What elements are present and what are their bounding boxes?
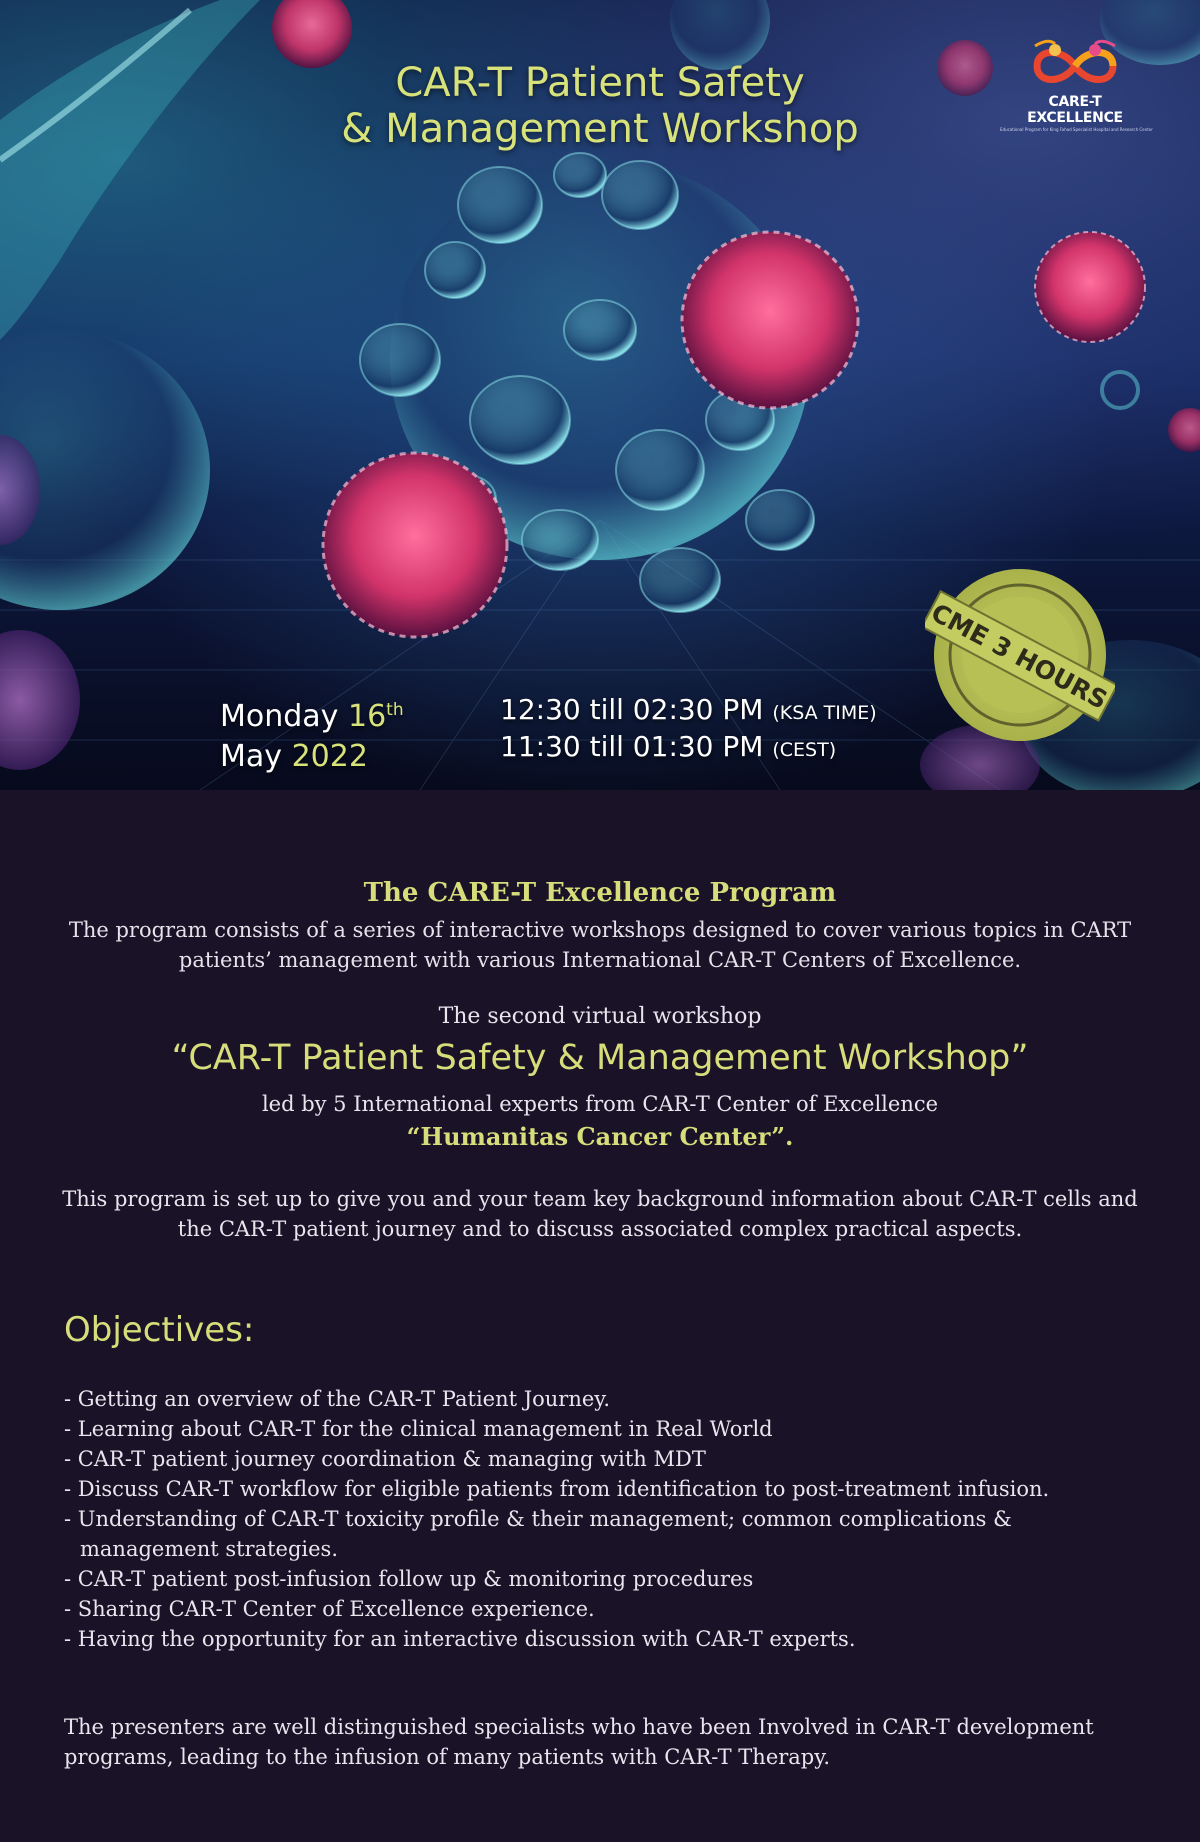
date-month: May xyxy=(220,739,283,774)
logo-tagline: Educational Program for King Fahad Specialist Hospital and Research Center xyxy=(1000,127,1153,132)
date-year: 2022 xyxy=(291,739,368,774)
objective-item: - Understanding of CAR-T toxicity profile & their management; common complications & management strategies. xyxy=(64,1507,1012,1561)
objective-item: - CAR-T patient journey coordination & managing with MDT xyxy=(64,1447,706,1471)
objectives-heading: Objectives: xyxy=(64,1310,255,1350)
objective-item: - Having the opportunity for an interactive discussion with CAR-T experts. xyxy=(64,1627,856,1651)
time-row-ksa xyxy=(500,693,877,730)
time-zone-cest: (CEST) xyxy=(772,739,837,761)
objective-item: - Getting an overview of the CAR-T Patient Journey. xyxy=(64,1387,611,1411)
objectives-list xyxy=(64,1384,1144,1654)
date-day-number: 16 xyxy=(347,699,387,734)
logo-name: CARE-T EXCELLENCE xyxy=(1027,94,1123,126)
time-range-ksa: 12:30 till 02:30 PM xyxy=(500,693,764,726)
second-workshop-line: The second virtual workshop xyxy=(438,1004,762,1029)
stamp-text: CME 3 HOURS xyxy=(926,597,1113,715)
program-title: The CARE-T Excellence Program xyxy=(363,878,837,908)
closing-paragraph: The presenters are well distinguished specialists who have been Involved in CAR-T development programs, leading to the infusion of many patients with CAR-T Therapy. xyxy=(64,1715,1094,1769)
infinity-logo-icon xyxy=(1015,38,1135,90)
hero-title-line1: CAR-T Patient Safety xyxy=(395,60,805,106)
objective-item: - CAR-T patient post-infusion follow up & monitoring procedures xyxy=(64,1567,754,1591)
hero-title-line2: & Management Workshop xyxy=(341,106,859,152)
time-row-cest xyxy=(500,730,877,767)
event-date xyxy=(220,690,404,777)
workshop-title: “CAR-T Patient Safety & Management Workshop” xyxy=(171,1038,1029,1078)
program-intro: This program is set up to give you and your team key background information about CAR-T cells and the CAR-T patient journey and to discuss associated complex practical aspects. xyxy=(62,1187,1138,1241)
event-times xyxy=(500,693,877,767)
hero-banner xyxy=(0,0,1200,790)
objective-item: - Sharing CAR-T Center of Excellence experience. xyxy=(64,1597,595,1621)
care-t-logo xyxy=(1000,38,1153,132)
center-name: “Humanitas Cancer Center”. xyxy=(406,1122,794,1151)
date-day-name: Monday xyxy=(220,699,339,734)
time-zone-ksa: (KSA TIME) xyxy=(772,702,877,724)
program-description: The program consists of a series of interactive workshops designed to cover various topics in CART patients’ management with various International CAR-T Centers of Excellence. xyxy=(68,918,1132,972)
cme-stamp xyxy=(925,560,1115,750)
date-day-suffix: th xyxy=(386,700,404,720)
led-by-line: led by 5 International experts from CAR-T Center of Excellence xyxy=(261,1092,939,1116)
objective-item: - Discuss CAR-T workflow for eligible patients from identification to post-treatment infusion. xyxy=(64,1477,1050,1501)
time-range-cest: 11:30 till 01:30 PM xyxy=(500,730,764,763)
objective-item: - Learning about CAR-T for the clinical management in Real World xyxy=(64,1417,773,1441)
